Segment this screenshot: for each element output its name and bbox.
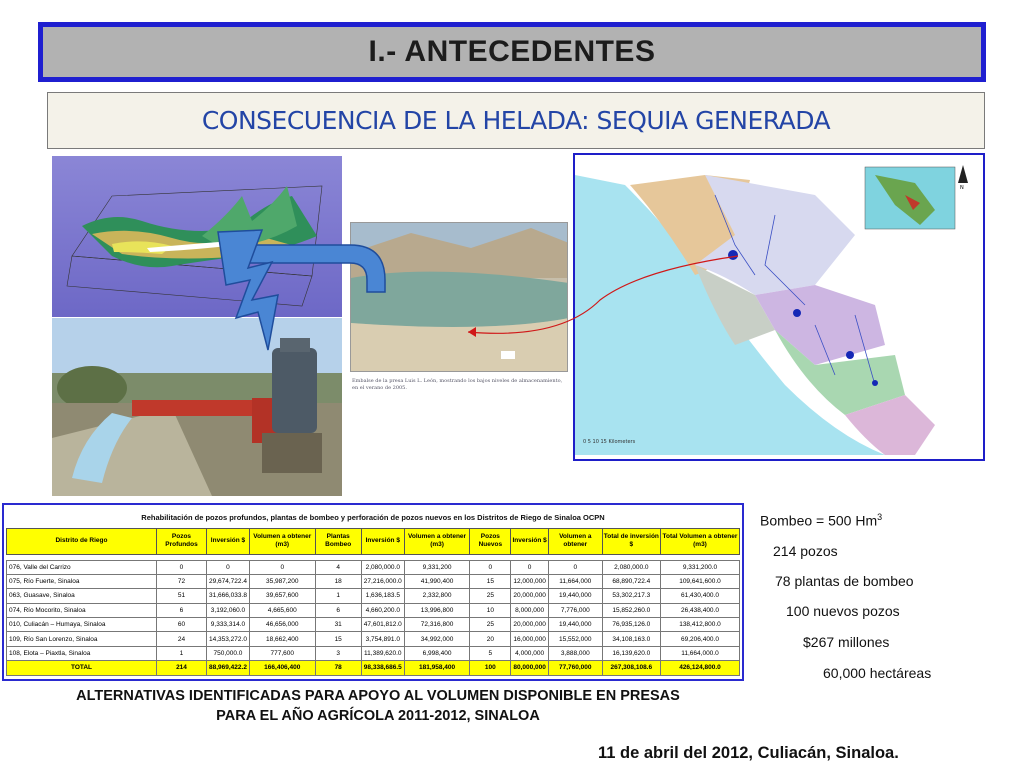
table-cell: 2,332,800: [404, 589, 470, 603]
table-cell: 4: [315, 560, 361, 574]
subtitle-box: [47, 92, 985, 149]
summary-millones: $267 millones: [803, 634, 890, 650]
table-cell: 26,438,400.0: [660, 603, 739, 617]
col-header: Volumen a obtener (m3): [404, 528, 470, 554]
dam-caption: Embalse de la presa Luis L. León, mostrando los bajos niveles de almacenamiento, en el verano de 2005.: [352, 378, 563, 391]
table-row: [7, 618, 740, 632]
table-cell: 1: [315, 589, 361, 603]
col-header: Inversión $: [511, 528, 549, 554]
table-cell: 72,316,800: [404, 618, 470, 632]
table-row: [7, 646, 740, 660]
total-cell: 77,760,000: [548, 661, 602, 675]
table-cell: 29,674,722.4: [206, 574, 249, 588]
table-cell: 15: [315, 632, 361, 646]
summary-bombeo-sup: 3: [877, 512, 883, 522]
date-location: 11 de abril del 2012, Culiacán, Sinaloa.: [598, 744, 899, 762]
table-cell: 6,998,400: [404, 646, 470, 660]
col-header: Total Volumen a obtener (m3): [660, 528, 739, 554]
table-cell: 13,996,800: [404, 603, 470, 617]
summary-bombeo: [760, 512, 882, 529]
terrain-3d-image: [52, 156, 342, 317]
table-cell: 7,776,000: [548, 603, 602, 617]
table-cell: 35,987,200: [249, 574, 315, 588]
table-row: [7, 560, 740, 574]
table-row: [7, 632, 740, 646]
table-cell: 72: [157, 574, 207, 588]
total-cell: 78: [315, 661, 361, 675]
table-row: [7, 603, 740, 617]
table-cell: 46,656,000: [249, 618, 315, 632]
sinaloa-watershed-map: [573, 153, 985, 461]
table-cell: 0: [157, 560, 207, 574]
table-row: [7, 589, 740, 603]
table-cell: 10: [470, 603, 511, 617]
table-cell: 16,000,000: [511, 632, 549, 646]
table-cell: 11,664,000: [548, 574, 602, 588]
table-cell: 3,192,060.0: [206, 603, 249, 617]
district-name-cell: 109, Río San Lorenzo, Sinaloa: [7, 632, 157, 646]
total-cell: 214: [157, 661, 207, 675]
table-cell: 3,754,891.0: [361, 632, 404, 646]
table-cell: 1: [157, 646, 207, 660]
table-cell: 51: [157, 589, 207, 603]
col-header: Inversión $: [361, 528, 404, 554]
table-cell: 3,888,000: [548, 646, 602, 660]
table-cell: 0: [511, 560, 549, 574]
district-name-cell: 010, Culiacán – Humaya, Sinaloa: [7, 618, 157, 632]
page-subtitle: CONSECUENCIA DE LA HELADA: SEQUIA GENERADA: [201, 106, 831, 135]
col-header: Volumen a obtener: [548, 528, 602, 554]
col-header: Volumen a obtener (m3): [249, 528, 315, 554]
table-cell: 3: [315, 646, 361, 660]
col-header: Plantas Bombeo: [315, 528, 361, 554]
table-cell: 4,665,600: [249, 603, 315, 617]
dam-reservoir-photo: [350, 222, 568, 372]
table-cell: 31,666,033.8: [206, 589, 249, 603]
summary-pozos: 214 pozos: [773, 543, 838, 559]
col-header: Distrito de Riego: [7, 528, 157, 554]
table-cell: 15,552,000: [548, 632, 602, 646]
table-cell: 60: [157, 618, 207, 632]
summary-plantas: 78 plantas de bombeo: [775, 573, 914, 589]
col-header: Inversión $: [206, 528, 249, 554]
district-name-cell: 076, Valle del Carrizo: [7, 560, 157, 574]
table-cell: 2,080,000.0: [602, 560, 660, 574]
table-cell: 31: [315, 618, 361, 632]
table-cell: 4,660,200.0: [361, 603, 404, 617]
table-cell: 34,108,163.0: [602, 632, 660, 646]
table-cell: 24: [157, 632, 207, 646]
total-cell: 181,958,400: [404, 661, 470, 675]
table-cell: 9,331,200: [404, 560, 470, 574]
table-total-row: [7, 661, 740, 675]
table-cell: 9,331,200.0: [660, 560, 739, 574]
table-cell: 14,353,272.0: [206, 632, 249, 646]
summary-hectareas: 60,000 hectáreas: [823, 665, 932, 681]
table-header-row: [7, 528, 740, 554]
table-cell: 18,662,400: [249, 632, 315, 646]
table-title: Rehabilitación de pozos profundos, plantas de bombeo y perforación de pozos nuevos en los Distritos de Riego de Sinaloa OCPN: [141, 512, 605, 522]
table-cell: 0: [249, 560, 315, 574]
table-cell: 15,852,260.0: [602, 603, 660, 617]
svg-text:N: N: [960, 185, 964, 191]
col-header: Pozos Profundos: [157, 528, 207, 554]
table-cell: 12,000,000: [511, 574, 549, 588]
total-cell: 267,308,108.6: [602, 661, 660, 675]
table-cell: 16,139,620.0: [602, 646, 660, 660]
table-cell: 6: [157, 603, 207, 617]
district-name-cell: 063, Guasave, Sinaloa: [7, 589, 157, 603]
total-cell: 100: [470, 661, 511, 675]
table-cell: 9,333,314.0: [206, 618, 249, 632]
table-cell: 20,000,000: [511, 618, 549, 632]
table-cell: 1,636,183.5: [361, 589, 404, 603]
table-cell: 138,412,800.0: [660, 618, 739, 632]
table-cell: 15: [470, 574, 511, 588]
table-cell: 61,430,400.0: [660, 589, 739, 603]
table-cell: 53,302,217.3: [602, 589, 660, 603]
bottom-caption-line1: ALTERNATIVAS IDENTIFICADAS PARA APOYO AL VOLUMEN DISPONIBLE EN PRESAS: [76, 688, 680, 704]
table-cell: 76,935,126.0: [602, 618, 660, 632]
page-title: I.- ANTECEDENTES: [368, 35, 656, 68]
table-cell: 20: [470, 632, 511, 646]
col-header: Total de inversión $: [602, 528, 660, 554]
total-cell: 426,124,800.0: [660, 661, 739, 675]
summary-nuevos: 100 nuevos pozos: [786, 603, 900, 619]
table-cell: 11,389,620.0: [361, 646, 404, 660]
table-cell: 25: [470, 618, 511, 632]
bottom-caption: [10, 686, 746, 726]
district-name-cell: 074, Río Mocorito, Sinaloa: [7, 603, 157, 617]
table-cell: 4,000,000: [511, 646, 549, 660]
total-cell: 98,338,686.5: [361, 661, 404, 675]
col-header: Pozos Nuevos: [470, 528, 511, 554]
table-cell: 27,216,000.0: [361, 574, 404, 588]
district-name-cell: 075, Río Fuerte, Sinaloa: [7, 574, 157, 588]
table-cell: 11,664,000.0: [660, 646, 739, 660]
table-cell: 47,601,812.0: [361, 618, 404, 632]
table-cell: 20,000,000: [511, 589, 549, 603]
table-cell: 109,641,600.0: [660, 574, 739, 588]
rehabilitation-table: [6, 507, 740, 676]
total-cell: 88,969,422.2: [206, 661, 249, 675]
table-cell: 0: [470, 560, 511, 574]
total-cell: TOTAL: [7, 661, 157, 675]
table-cell: 0: [206, 560, 249, 574]
table-cell: 6: [315, 603, 361, 617]
table-cell: 777,600: [249, 646, 315, 660]
table-cell: 18: [315, 574, 361, 588]
table-cell: 2,080,000.0: [361, 560, 404, 574]
summary-bombeo-text: Bombeo = 500 Hm: [760, 512, 878, 529]
bottom-caption-line2: PARA EL AÑO AGRÍCOLA 2011-2012, SINALOA: [216, 708, 540, 724]
table-cell: 25: [470, 589, 511, 603]
total-cell: 80,000,000: [511, 661, 549, 675]
table-cell: 69,206,400.0: [660, 632, 739, 646]
table-row: [7, 574, 740, 588]
rehabilitation-table-frame: [2, 503, 744, 681]
table-cell: 39,657,600: [249, 589, 315, 603]
table-cell: 8,000,000: [511, 603, 549, 617]
table-cell: 0: [548, 560, 602, 574]
pump-photo: [52, 318, 342, 496]
total-cell: 166,406,400: [249, 661, 315, 675]
table-cell: 19,440,000: [548, 618, 602, 632]
table-cell: 19,440,000: [548, 589, 602, 603]
table-cell: 41,990,400: [404, 574, 470, 588]
table-cell: 34,992,000: [404, 632, 470, 646]
district-name-cell: 108, Elota – Piaxtla, Sinaloa: [7, 646, 157, 660]
table-cell: 5: [470, 646, 511, 660]
table-cell: 68,890,722.4: [602, 574, 660, 588]
title-bar: [38, 22, 986, 82]
table-cell: 750,000.0: [206, 646, 249, 660]
map-scale-label: 0 5 10 15 Kilometers: [583, 439, 636, 445]
